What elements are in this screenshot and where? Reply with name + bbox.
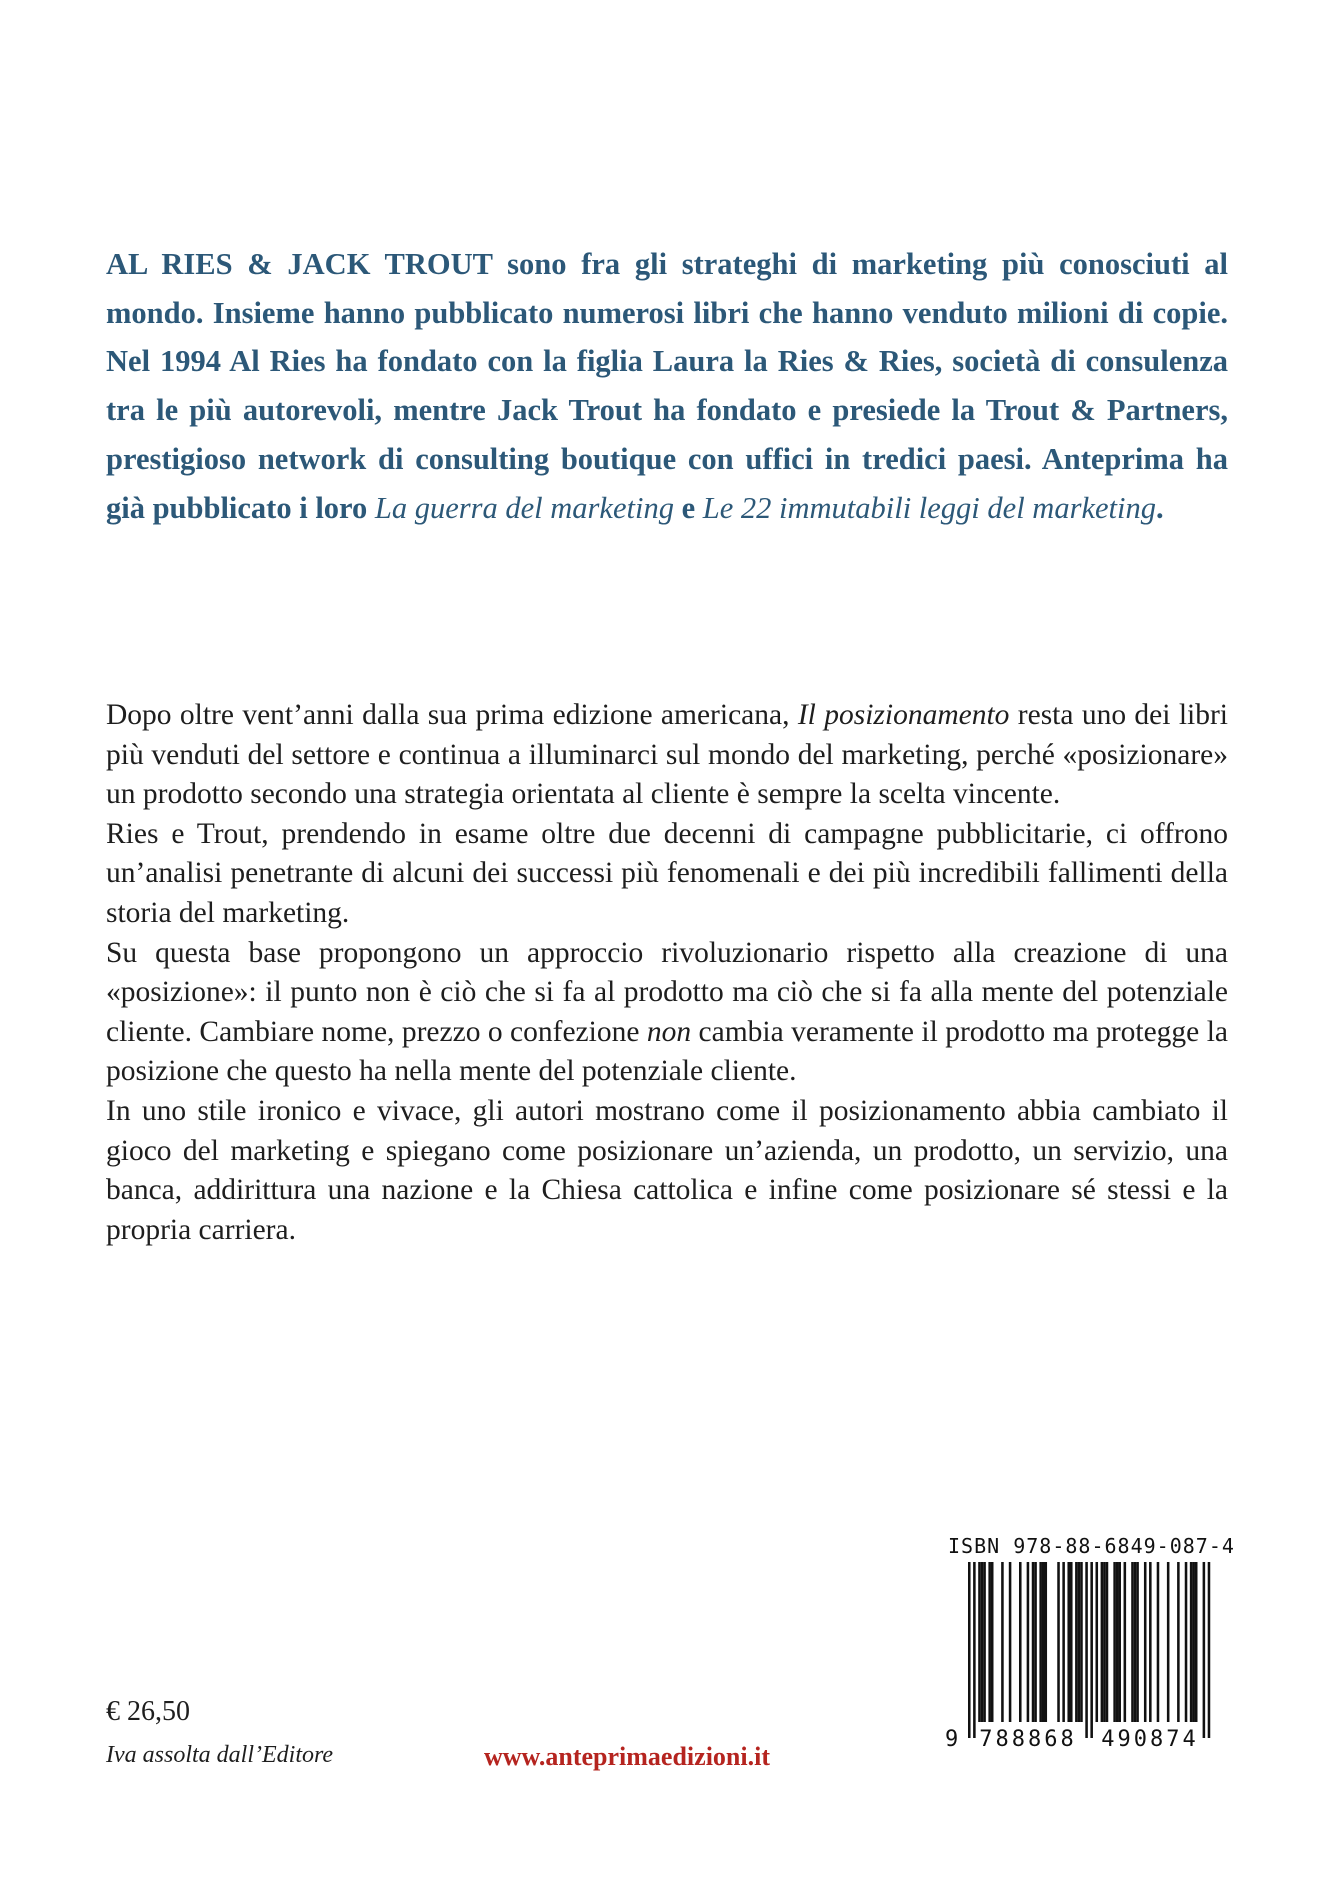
barcode-bar: [1042, 1562, 1045, 1722]
barcode-bar: [978, 1562, 981, 1722]
barcode-bar: [1045, 1562, 1048, 1722]
barcode-bar: [1080, 1562, 1083, 1722]
isbn-label: ISBN 978-88-6849-087-4: [948, 1534, 1235, 1558]
author-bio-text: sono fra gli strateghi di marketing più conosciuti al mondo. Insieme hanno pubblicato numerosi libri che hanno venduto milioni di copie. Nel 1994 Al Ries ha fondato con la figlia Laura la Ries & Ries, società di consulenza tra le più autorevoli, mentre Jack Trout ha fondato e presiede la Trout & Partners, prestigioso network di consulting boutique con uffici in tredici paesi. Anteprima ha già pubblicato i loro: [106, 247, 1228, 525]
barcode-bar: [1062, 1562, 1065, 1722]
barcode-bar: [1192, 1562, 1195, 1722]
barcode-bar: [1057, 1562, 1060, 1722]
description-paragraph-1: [106, 696, 1228, 815]
barcode-bar: [1118, 1562, 1121, 1722]
barcode-bar: [1039, 1562, 1042, 1722]
barcode-bar: [1103, 1562, 1106, 1722]
p1-text-a: Dopo oltre vent’anni dalla sua prima edizione americana,: [106, 699, 798, 731]
publisher-website-link[interactable]: www.anteprimaedizioni.it: [484, 1742, 770, 1771]
barcode-bar: [1019, 1562, 1022, 1722]
book-title-leggi: Le 22 immutabili leggi del marketing: [702, 490, 1156, 525]
barcode-bar: [968, 1562, 971, 1738]
author-bio-conjunction: e: [673, 490, 703, 525]
vat-note: Iva assolta dall’Editore: [106, 1742, 334, 1768]
barcode-bar: [1101, 1562, 1104, 1722]
barcode-bar: [1034, 1562, 1037, 1722]
barcode-bar: [1195, 1562, 1198, 1722]
author-bio: [106, 240, 1228, 532]
isbn-barcode: [942, 1562, 1232, 1754]
price: € 26,50: [106, 1696, 190, 1727]
book-title: Il posizionamento: [797, 699, 1010, 731]
p3-text-b: cambia veramente il prodotto ma protegge la posizione che questo ha nella mente del potenziale cliente.: [106, 1015, 1228, 1088]
barcode-bar: [983, 1562, 986, 1722]
barcode-bar: [1177, 1562, 1180, 1722]
emphasis-non: non: [646, 1015, 692, 1048]
barcode-bar: [1149, 1562, 1152, 1722]
barcode-bar: [1157, 1562, 1160, 1722]
barcode-bar: [1070, 1562, 1073, 1722]
barcode-bar: [1067, 1562, 1070, 1722]
barcode-bar: [1106, 1562, 1109, 1722]
barcode-bar: [1078, 1562, 1081, 1722]
barcode-bar: [1116, 1562, 1119, 1722]
author-bio-end: .: [1155, 490, 1164, 525]
barcode-bar: [1085, 1562, 1088, 1738]
description-paragraph-2: Ries e Trout, prendendo in esame oltre due decenni di campagne pubblicitarie, ci offrono un’analisi penetrante di alcuni dei successi più fenomenali e dei più incredibili fallimenti della storia del marketing.: [106, 817, 1228, 929]
book-title-guerra: La guerra del marketing: [374, 490, 674, 525]
p1-text-b: resta uno dei libri più venduti del settore e continua a illuminarci sul mondo del marketing, perché «posizionare» un prodotto secondo una strategia orientata al cliente è sempre la scelta vincente.: [106, 699, 1228, 811]
barcode-bar: [1113, 1562, 1116, 1722]
barcode-bar: [1090, 1562, 1093, 1738]
barcode-digits-left: 788868: [979, 1727, 1077, 1752]
barcode-bar: [1096, 1562, 1099, 1722]
barcode-bar: [1203, 1562, 1206, 1738]
book-description: [106, 696, 1228, 1250]
barcode-bar: [1131, 1562, 1134, 1722]
barcode-bar: [1167, 1562, 1170, 1722]
barcode-bar: [1134, 1562, 1137, 1722]
barcode-bar: [1032, 1562, 1035, 1722]
barcode-bar: [973, 1562, 976, 1738]
p3-text-a: Su questa base propongono un approccio rivoluzionario rispetto alla creazione di una «posizione»: il punto non è ciò che si fa al prodotto ma ciò che si fa alla mente del potenziale cliente. Cambiare nome, prezzo o confezione: [106, 936, 1228, 1048]
barcode-digit-lead: 9: [945, 1727, 959, 1752]
barcode-bar: [988, 1562, 991, 1722]
barcode-bar: [981, 1562, 984, 1722]
barcode-bar: [991, 1562, 994, 1722]
barcode-bar: [1001, 1562, 1004, 1722]
barcode-digits-right: 490874: [1101, 1727, 1199, 1752]
barcode-bar: [1075, 1562, 1078, 1722]
barcode-bar: [1136, 1562, 1139, 1722]
barcode-bar: [1190, 1562, 1193, 1722]
barcode-bar: [1185, 1562, 1188, 1722]
description-paragraph-4: In uno stile ironico e vivace, gli autori mostrano come il posizionamento abbia cambiato il gioco del marketing e spiegano come posizionare un’azienda, un prodotto, un servizio, una banca, addirittura una nazione e la Chiesa cattolica e infine come posizionare sé stessi e la propria carriera.: [106, 1094, 1228, 1246]
description-paragraph-3: [106, 934, 1228, 1092]
barcode-bar: [1208, 1562, 1211, 1738]
barcode-bar: [1027, 1562, 1030, 1722]
barcode-bar: [1124, 1562, 1127, 1722]
barcode-bar: [1144, 1562, 1147, 1722]
author-names: AL RIES & JACK TROUT: [106, 247, 493, 281]
barcode-bar: [1009, 1562, 1012, 1722]
